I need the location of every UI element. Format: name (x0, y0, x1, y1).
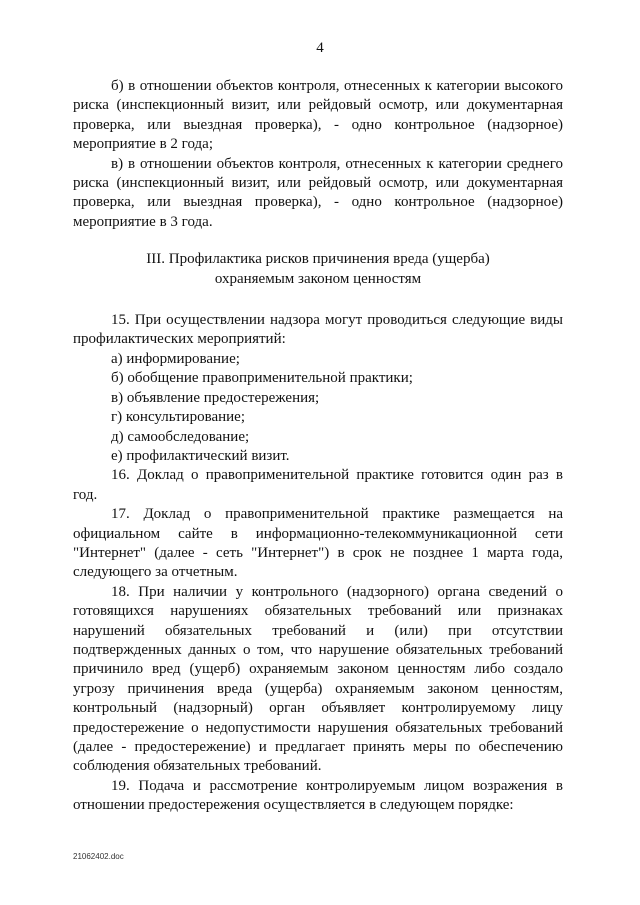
document-body (73, 77, 563, 816)
clause-15-intro: 15. При осуществлении надзора могут проводиться следующие виды профилактических мероприятий: (73, 312, 563, 348)
section-heading (73, 250, 563, 289)
section-heading-line-2: охраняемым законом ценностям (214, 270, 422, 287)
list-item: е) профилактический визит. (111, 447, 290, 464)
clause-18: 18. При наличии у контрольного (надзорного) органа сведений о готовящихся нарушениях обязательных требований или признаках нарушений обязательных требований и (или) при отсутствии подтвержденных данных о том, что нарушение обязательных требований причинило вред (ущерб) охраняемым законом ценностям либо создало угрозу причинения вреда (ущерба) охраняемым законом ценностям, контрольный (надзорный) орган объявляет контролируемому лицу предостережение о недопустимости нарушения обязательных требований (далее - предостережение) и предлагает принять меры по обеспечению соблюдения обязательных требований. (73, 583, 563, 775)
list-item: в) объявление предостережения; (111, 389, 320, 406)
list-item: б) обобщение правоприменительной практики; (111, 370, 413, 387)
list-item: д) самообследование; (111, 428, 250, 445)
clause-19: 19. Подача и рассмотрение контролируемым лицом возражения в отношении предостережения осуществляется в следующем порядке: (73, 777, 563, 814)
paragraph-risk-medium: в) в отношении объектов контроля, отнесенных к категории среднего риска (инспекционный визит, или рейдовый осмотр, или документарная проверка, или выездная проверка), - одно контрольное (надзорное) мероприятие в 3 года. (73, 155, 563, 230)
footer-filename: 21062402.doc (73, 852, 124, 861)
page-number: 4 (316, 40, 324, 56)
list-item: а) информирование; (111, 350, 240, 367)
clause-16: 16. Доклад о правоприменительной практике готовится один раз в год. (73, 467, 563, 503)
paragraph-risk-high: б) в отношении объектов контроля, отнесенных к категории высокого риска (инспекционный визит, или рейдовый осмотр, или документарная проверка, или выездная проверка), - одно контрольное (надзорное) мероприятие в 2 года; (73, 78, 563, 153)
list-item: г) консультирование; (111, 409, 246, 426)
section-heading-line-1: III. Профилактика рисков причинения вреда (ущерба) (146, 251, 490, 268)
clause-17: 17. Доклад о правоприменительной практике размещается на официальном сайте в информационно-телекоммуникационной сети "Интернет" (далее - сеть "Интернет") в срок не позднее 1 марта года, следующего за отчетным. (73, 506, 563, 581)
